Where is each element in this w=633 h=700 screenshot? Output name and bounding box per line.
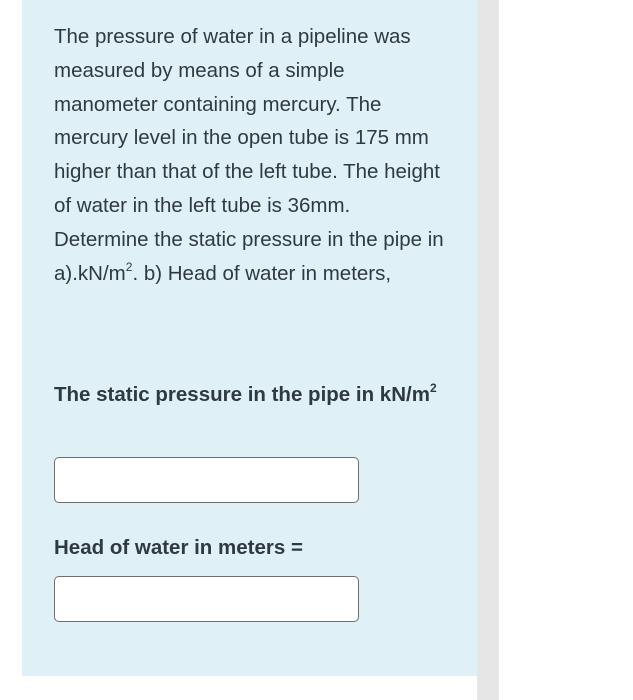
left-margin [0, 0, 22, 700]
right-scroll-gutter [477, 0, 499, 700]
question-text-part1: The pressure of water in a pipeline was measured by means of a simple manometer containing mercury. The mercury level in the open tube is 175 mm higher than that of the left tube. The height of water in the left tube is 36mm. Determine the static pressure in the pipe in a).kN/m [54, 25, 444, 285]
static-pressure-input[interactable] [54, 457, 359, 503]
card-bottom-strip [22, 676, 477, 700]
head-of-water-label: Head of water in meters = [54, 536, 303, 559]
question-exponent: 2 [125, 259, 133, 274]
question-text [54, 20, 444, 290]
static-pressure-label-text: The static pressure in the pipe in kN/m [54, 383, 430, 406]
head-of-water-input[interactable] [54, 576, 359, 622]
static-pressure-label-exponent: 2 [429, 381, 437, 396]
static-pressure-label [54, 379, 444, 411]
question-text-part2: . b) Head of water in meters, [132, 261, 392, 285]
